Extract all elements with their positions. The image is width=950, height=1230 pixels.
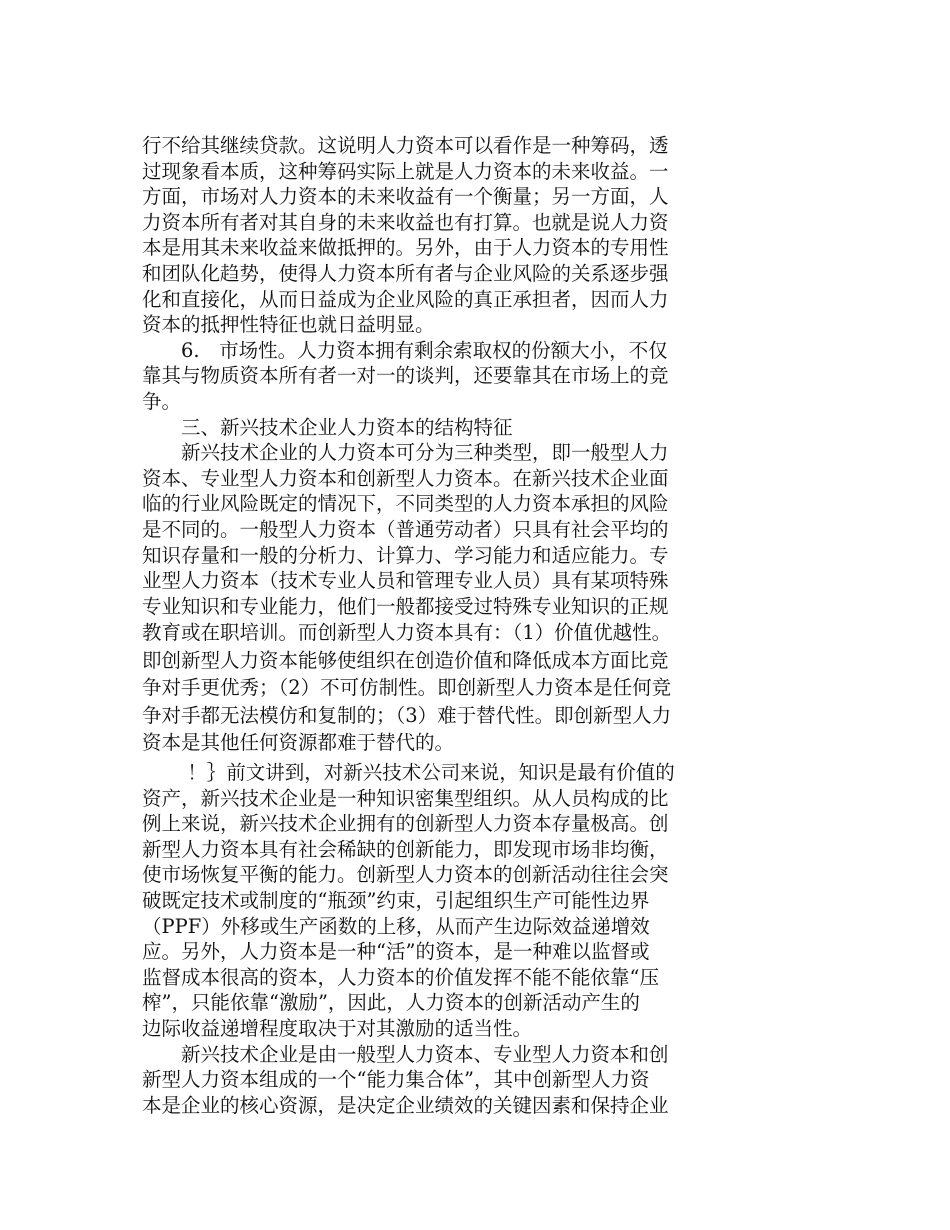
text-line: 榨”，只能依靠“激励”，因此，人力资本的创新活动产生的 bbox=[142, 991, 640, 1015]
text-line: 专业知识和专业能力，他们一般都接受过特殊专业知识的正规 bbox=[142, 594, 669, 618]
text-line: 新型人力资本具有社会稀缺的创新能力，即发现市场非均衡， bbox=[142, 837, 669, 861]
body-text-block-2 bbox=[142, 760, 742, 1118]
text-line: 破既定技术或制度的“瓶颈”约束，引起组织生产可能性边界 bbox=[142, 888, 650, 912]
section-heading: 三、新兴技术企业人力资本的结构特征 bbox=[142, 415, 513, 439]
text-line: 使市场恢复平衡的能力。创新型人力资本的创新活动往往会突 bbox=[142, 863, 669, 887]
text-line: 新型人力资本组成的一个“能力集合体”，其中创新型人力资 bbox=[142, 1068, 650, 1092]
text-line: 争对手都无法模仿和复制的；（3）难于替代性。即创新型人力 bbox=[142, 703, 672, 727]
text-line: 资产，新兴技术企业是一种知识密集型组织。从人员构成的比 bbox=[142, 786, 669, 810]
text-line: 是不同的。一般型人力资本（普通劳动者）只具有社会平均的 bbox=[142, 517, 669, 541]
text-line: 争。 bbox=[142, 389, 182, 413]
text-line: （PPF）外移或生产函数的上移，从而产生边际效益递增效 bbox=[142, 914, 650, 938]
text-line: 争对手更优秀；（2）不可仿制性。即创新型人力资本是任何竞 bbox=[142, 676, 672, 700]
body-text-block-1 bbox=[142, 133, 742, 757]
text-line: 6. 市场性。人力资本拥有剩余索取权的份额大小，不仅 bbox=[142, 338, 668, 362]
text-line: 新兴技术企业的人力资本可分为三种类型，即一般型人力 bbox=[142, 441, 669, 465]
text-line: 资本、专业型人力资本和创新型人力资本。在新兴技术企业面 bbox=[142, 466, 669, 490]
text-line: 过现象看本质，这种筹码实际上就是人力资本的未来收益。一 bbox=[142, 159, 669, 183]
text-line: 边际收益递增程度取决于对其激励的适当性。 bbox=[142, 1016, 533, 1040]
text-line: 监督成本很高的资本，人力资本的价值发挥不能不能依靠“压 bbox=[142, 965, 659, 989]
text-line: 行不给其继续贷款。这说明人力资本可以看作是一种筹码，透 bbox=[142, 134, 669, 157]
text-line: 和团队化趋势，使得人力资本所有者与企业风险的关系逐步强 bbox=[142, 261, 669, 285]
text-line: 业型人力资本（技术专业人员和管理专业人员）具有某项特殊 bbox=[142, 569, 669, 593]
text-line: 力资本所有者对其自身的未来收益也有打算。也就是说人力资 bbox=[142, 210, 669, 234]
text-line: 化和直接化，从而日益成为企业风险的真正承担者，因而人力 bbox=[142, 287, 669, 311]
text-line: 本是用其未来收益来做抵押的。另外，由于人力资本的专用性 bbox=[142, 236, 669, 260]
text-line: 即创新型人力资本能够使组织在创造价值和降低成本方面比竞 bbox=[142, 648, 669, 672]
text-line: 资本的抵押性特征也就日益明显。 bbox=[142, 313, 435, 337]
text-line: 例上来说，新兴技术企业拥有的创新型人力资本存量极高。创 bbox=[142, 812, 669, 836]
text-line: 资本是其他任何资源都难于替代的。 bbox=[142, 731, 455, 755]
text-line: 知识存量和一般的分析力、计算力、学习能力和适应能力。专 bbox=[142, 543, 669, 567]
text-line: 本是企业的核心资源，是决定企业绩效的关键因素和保持企业 bbox=[142, 1093, 669, 1117]
text-line: ！｝前文讲到，对新兴技术公司来说，知识是最有价值的 bbox=[142, 761, 675, 784]
text-line: 新兴技术企业是由一般型人力资本、专业型人力资本和创 bbox=[142, 1042, 669, 1066]
text-line: 教育或在职培训。而创新型人力资本具有：（1）价值优越性。 bbox=[142, 621, 672, 645]
text-line: 临的行业风险既定的情况下，不同类型的人力资本承担的风险 bbox=[142, 492, 669, 516]
text-line: 应。另外，人力资本是一种“活”的资本，是一种难以监督或 bbox=[142, 940, 650, 964]
text-line: 方面，市场对人力资本的未来收益有一个衡量；另一方面，人 bbox=[142, 185, 669, 209]
text-line: 靠其与物质资本所有者一对一的谈判，还要靠其在市场上的竞 bbox=[142, 364, 669, 388]
